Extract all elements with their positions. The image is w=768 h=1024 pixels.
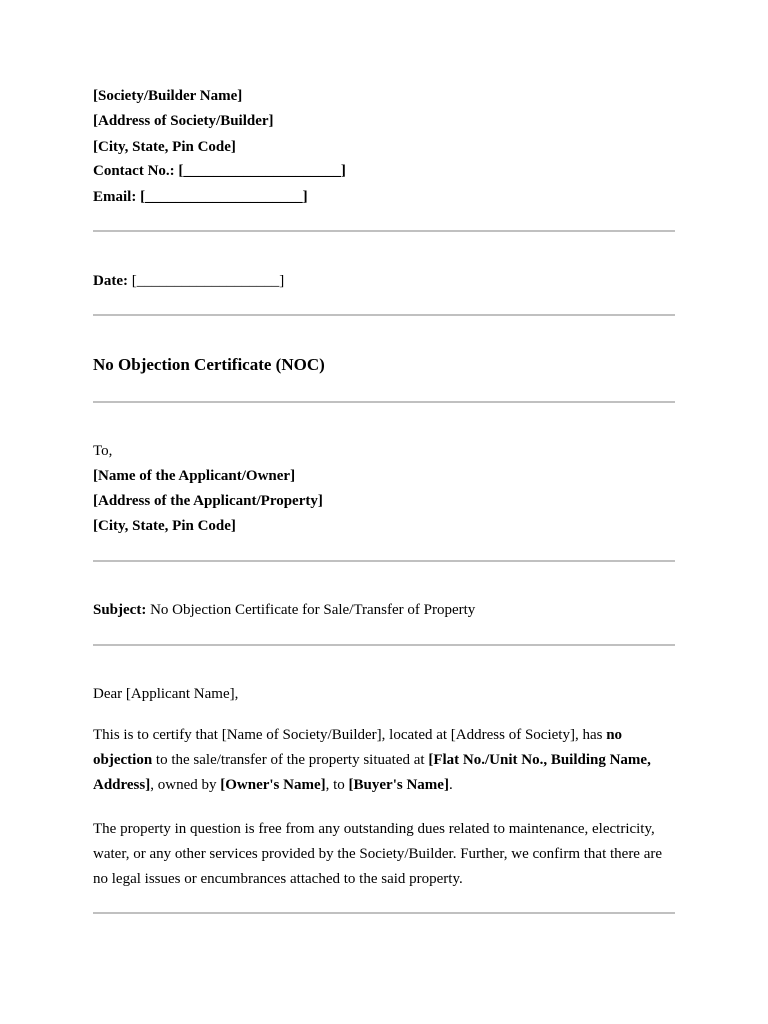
recipient-name: [Name of the Applicant/Owner]	[93, 468, 296, 484]
divider	[93, 644, 675, 646]
certification-paragraph	[93, 723, 675, 798]
divider	[93, 230, 675, 232]
divider	[93, 314, 675, 316]
p1-text-i: .	[448, 777, 453, 793]
recipient-address: [Address of the Applicant/Property]	[93, 493, 323, 509]
greeting: Dear [Applicant Name],	[93, 686, 239, 702]
society-city: [City, State, Pin Code]	[93, 139, 236, 155]
p1-buyer-name: [Buyer's Name]	[348, 777, 449, 793]
subject-text: No Objection Certificate for Sale/Transfer of Property	[150, 602, 476, 618]
divider	[93, 560, 675, 562]
p1-text-c: to the sale/transfer of the property situated at	[152, 752, 429, 768]
subject-label: Subject:	[93, 602, 147, 618]
divider	[93, 401, 675, 403]
p1-owner-name: [Owner's Name]	[220, 777, 326, 793]
recipient-to: To,	[93, 443, 113, 459]
p1-text-e: , owned by	[150, 777, 221, 793]
recipient-city: [City, State, Pin Code]	[93, 518, 236, 534]
date-label: Date:	[93, 273, 128, 289]
email-line	[93, 187, 308, 207]
p1-text-a: This is to certify that [Name of Society/Builder], located at [Address of Society], has	[93, 727, 607, 743]
dues-paragraph: The property in question is free from any outstanding dues related to maintenance, electricity, water, or any other services provided by the Society/Builder. Further, we confirm that there are no legal issues or encumbrances attached to the said property.	[93, 821, 663, 887]
email-value: [_____________________]	[140, 189, 308, 205]
contact-value: [_____________________]	[178, 163, 346, 179]
date-line	[93, 271, 284, 291]
date-value: [___________________]	[131, 273, 285, 289]
p1-text-g: , to	[325, 777, 349, 793]
contact-label: Contact No.:	[93, 163, 175, 179]
p1-property: [Flat No./Unit No., Building Name, Address]	[93, 752, 651, 793]
email-label: Email:	[93, 189, 137, 205]
p1-no-objection: no objection	[93, 727, 623, 768]
contact-line	[93, 161, 346, 181]
document-title: No Objection Certificate (NOC)	[93, 355, 325, 374]
divider	[93, 912, 675, 914]
subject-line	[93, 600, 475, 620]
society-address: [Address of Society/Builder]	[93, 113, 274, 129]
society-name: [Society/Builder Name]	[93, 88, 243, 104]
